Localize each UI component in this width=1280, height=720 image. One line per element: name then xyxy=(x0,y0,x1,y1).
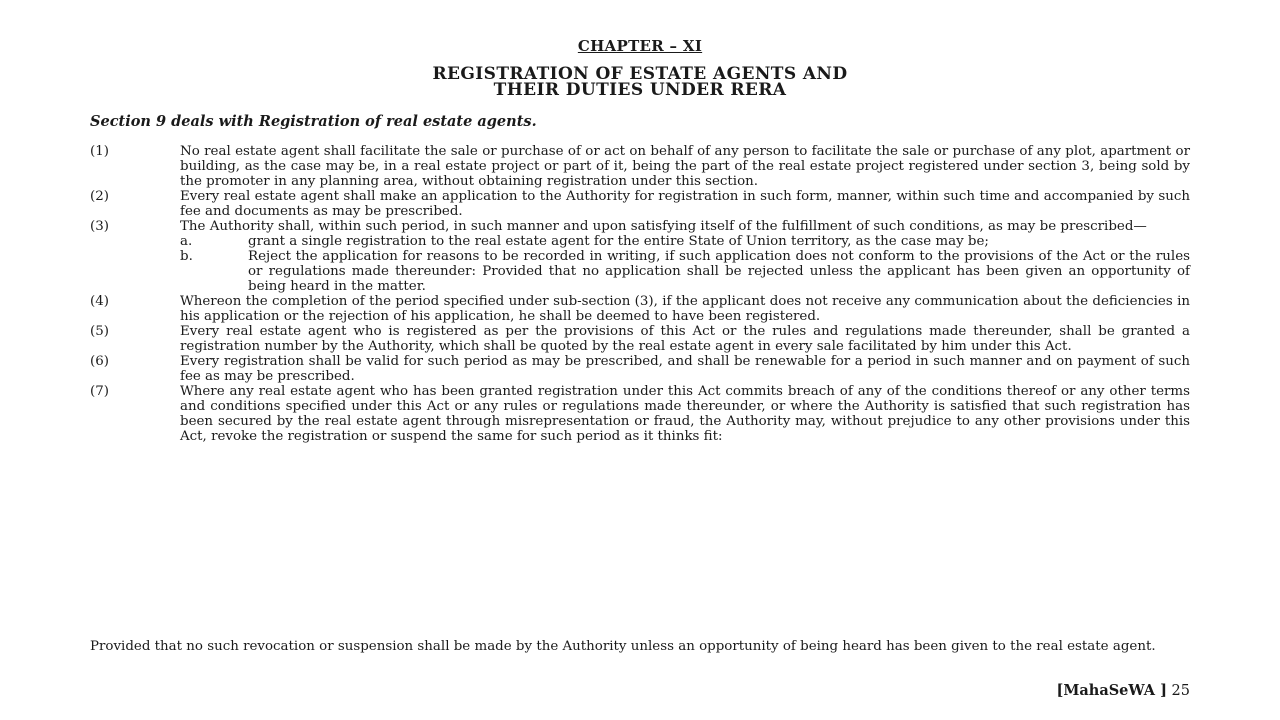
sub-clause-letter: b. xyxy=(180,249,193,264)
chapter-title-line-1: REGISTRATION OF ESTATE AGENTS AND xyxy=(432,64,848,84)
clause-1 xyxy=(90,144,1190,189)
clause-7 xyxy=(90,384,1190,444)
clause-3 xyxy=(90,219,1190,294)
publication-name: [MahaSeWA ] xyxy=(1056,682,1167,699)
clause-text: Every registration shall be valid for such period as may be prescribed, and shall be renewable for a period in such manner and on payment of such fee as may be prescribed. xyxy=(180,354,1190,384)
sub-clause-b xyxy=(180,249,1190,294)
proviso-paragraph: Provided that no such revocation or suspension shall be made by the Authority unless an opportunity of being heard has been given to the real estate agent. xyxy=(90,639,1156,654)
clause-text: No real estate agent shall facilitate the sale or purchase of or act on behalf of any person to facilitate the sale or purchase of any plot, apartment or building, as the case may be, in a real estate project or part of it, being the part of the real estate project registered under section 3, being sold by the promoter in any planning area, without obtaining registration under this section. xyxy=(180,144,1190,189)
sub-clause-text: grant a single registration to the real estate agent for the entire State of Union territory, as the case may be; xyxy=(248,234,989,249)
clause-number: (7) xyxy=(90,384,109,399)
clause-5 xyxy=(90,324,1190,354)
clause-text: Whereon the completion of the period specified under sub-section (3), if the applicant does not receive any communication about the deficiencies in his application or the rejection of his application, he shall be deemed to have been registered. xyxy=(180,294,1190,324)
page-number: 25 xyxy=(1171,683,1190,699)
page-footer xyxy=(1056,682,1190,699)
clause-number: (3) xyxy=(90,219,109,234)
clause-number: (5) xyxy=(90,324,109,339)
chapter-title-line-2: THEIR DUTIES UNDER RERA xyxy=(493,80,787,100)
section-heading: Section 9 deals with Registration of real estate agents. xyxy=(90,113,537,130)
clause-text: The Authority shall, within such period, in such manner and upon satisfying itself of the fulfillment of such conditions, as may be prescribed— xyxy=(180,219,1147,234)
chapter-title xyxy=(0,66,1280,98)
clause-4 xyxy=(90,294,1190,324)
chapter-heading: CHAPTER – XI xyxy=(577,37,703,55)
clause-text: Where any real estate agent who has been granted registration under this Act commits breach of any of the conditions thereof or any other terms and conditions specified under this Act or any rules or regulations made thereunder, or where the Authority is satisfied that such registration has been secured by the real estate agent through misrepresentation or fraud, the Authority may, without prejudice to any other provisions under this Act, revoke the registration or suspend the same for such period as it thinks fit: xyxy=(180,384,1190,444)
clause-2 xyxy=(90,189,1190,219)
clause-6 xyxy=(90,354,1190,384)
clause-number: (6) xyxy=(90,354,109,369)
clause-number: (4) xyxy=(90,294,109,309)
clause-list xyxy=(90,144,1190,444)
sub-clause-letter: a. xyxy=(180,234,193,249)
sub-clause-text: Reject the application for reasons to be recorded in writing, if such application does not conform to the provisions of the Act or the rules or regulations made thereunder: Provided that no application shall be rejected unless the applicant has been given an opportunity of being heard in the matter. xyxy=(248,249,1190,294)
clause-number: (1) xyxy=(90,144,109,159)
clause-number: (2) xyxy=(90,189,109,204)
clause-text: Every real estate agent shall make an application to the Authority for registration in such form, manner, within such time and accompanied by such fee and documents as may be prescribed. xyxy=(180,189,1190,219)
clause-text: Every real estate agent who is registered as per the provisions of this Act or the rules and regulations made thereunder, shall be granted a registration number by the Authority, which shall be quoted by the real estate agent in every sale facilitated by him under this Act. xyxy=(180,324,1190,354)
sub-clause-a xyxy=(180,234,1190,249)
